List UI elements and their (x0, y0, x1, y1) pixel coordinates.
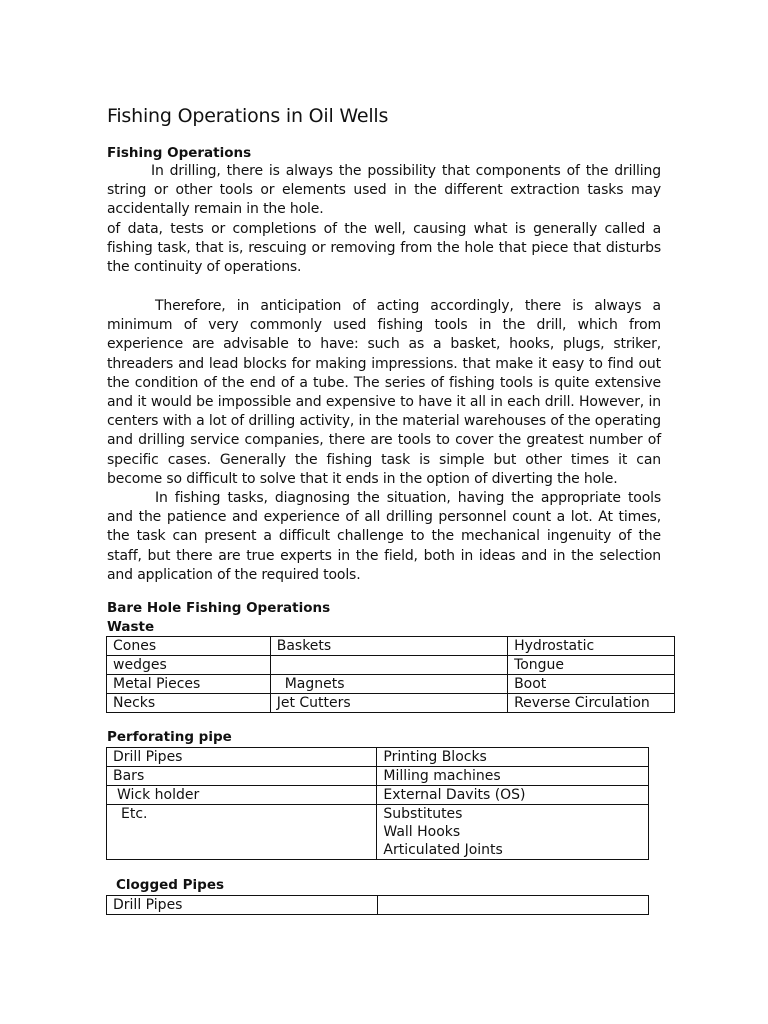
table-cell: Hydrostatic (508, 637, 675, 656)
table-cell: Cones (107, 637, 271, 656)
paragraph-3: Therefore, in anticipation of acting accordingly, there is always a minimum of very commonly used fishing tools in the drill, which from experience are advisable to have: such as a basket, hooks, plugs, striker, threaders and lead blocks for making impressions. that make it easy to find out the condition of the end of a tube. The series of fishing tools is quite extensive and it would be impossible and expensive to have it all in each drill. However, in centers with a lot of drilling activity, in the material warehouses of the operating and drilling service companies, there are tools to cover the greatest number of specific cases. Generally the fishing task is simple but other times it can become so difficult to solve that it ends in the option of diverting the hole. (107, 298, 661, 487)
table-cell: Tongue (508, 656, 675, 675)
table-cell (270, 656, 507, 675)
cell-line: Substitutes (383, 806, 463, 822)
paragraph-1: In drilling, there is always the possibility that components of the drilling string or other tools or elements used in the different extraction tasks may accidentally remain in the hole. (107, 163, 661, 218)
table-cell: Etc. (107, 805, 377, 860)
table-row (107, 805, 649, 860)
table-cell: External Davits (OS) (377, 786, 649, 805)
table-cell: Jet Cutters (270, 694, 507, 713)
table-cell: Necks (107, 694, 271, 713)
table-cell: Drill Pipes (107, 748, 377, 767)
table-cell: Baskets (270, 637, 507, 656)
table-cell: Drill Pipes (107, 896, 378, 915)
paragraph-4: In fishing tasks, diagnosing the situation, having the appropriate tools and the patience and experience of all drilling personnel count a lot. At times, the task can present a difficult challenge to the mechanical ingenuity of the staff, but there are true experts in the field, both in ideas and in the selection and application of the required tools. (107, 490, 661, 583)
waste-table (106, 636, 675, 713)
table-cell (377, 805, 649, 860)
clogged-table (106, 895, 649, 915)
table-row (107, 675, 675, 694)
section-heading-bare-hole: Bare Hole Fishing Operations (107, 600, 331, 616)
perforating-table (106, 747, 649, 860)
table-cell: Wick holder (107, 786, 377, 805)
table-row (107, 896, 649, 915)
table-row (107, 656, 675, 675)
table-row (107, 767, 649, 786)
table-cell: Metal Pieces (107, 675, 271, 694)
paragraph-2: of data, tests or completions of the well, causing what is generally called a fishing task, that is, rescuing or removing from the hole that piece that disturbs the continuity of operations. (107, 221, 661, 276)
table-cell: Boot (508, 675, 675, 694)
subheading-waste: Waste (107, 619, 155, 635)
section-heading-clogged-pipes: Clogged Pipes (116, 877, 225, 893)
table-cell (377, 896, 648, 915)
table-row (107, 637, 675, 656)
table-cell: Bars (107, 767, 377, 786)
cell-line: Articulated Joints (383, 842, 503, 858)
table-row (107, 786, 649, 805)
table-cell: Reverse Circulation (508, 694, 675, 713)
table-row (107, 694, 675, 713)
table-row (107, 748, 649, 767)
table-cell: Magnets (270, 675, 507, 694)
section-heading-perforating-pipe: Perforating pipe (107, 729, 232, 745)
table-cell: Printing Blocks (377, 748, 649, 767)
table-cell: wedges (107, 656, 271, 675)
cell-line: Wall Hooks (383, 824, 461, 840)
section-heading-fishing-operations: Fishing Operations (107, 145, 252, 161)
table-cell: Milling machines (377, 767, 649, 786)
page-title: Fishing Operations in Oil Wells (107, 105, 389, 127)
